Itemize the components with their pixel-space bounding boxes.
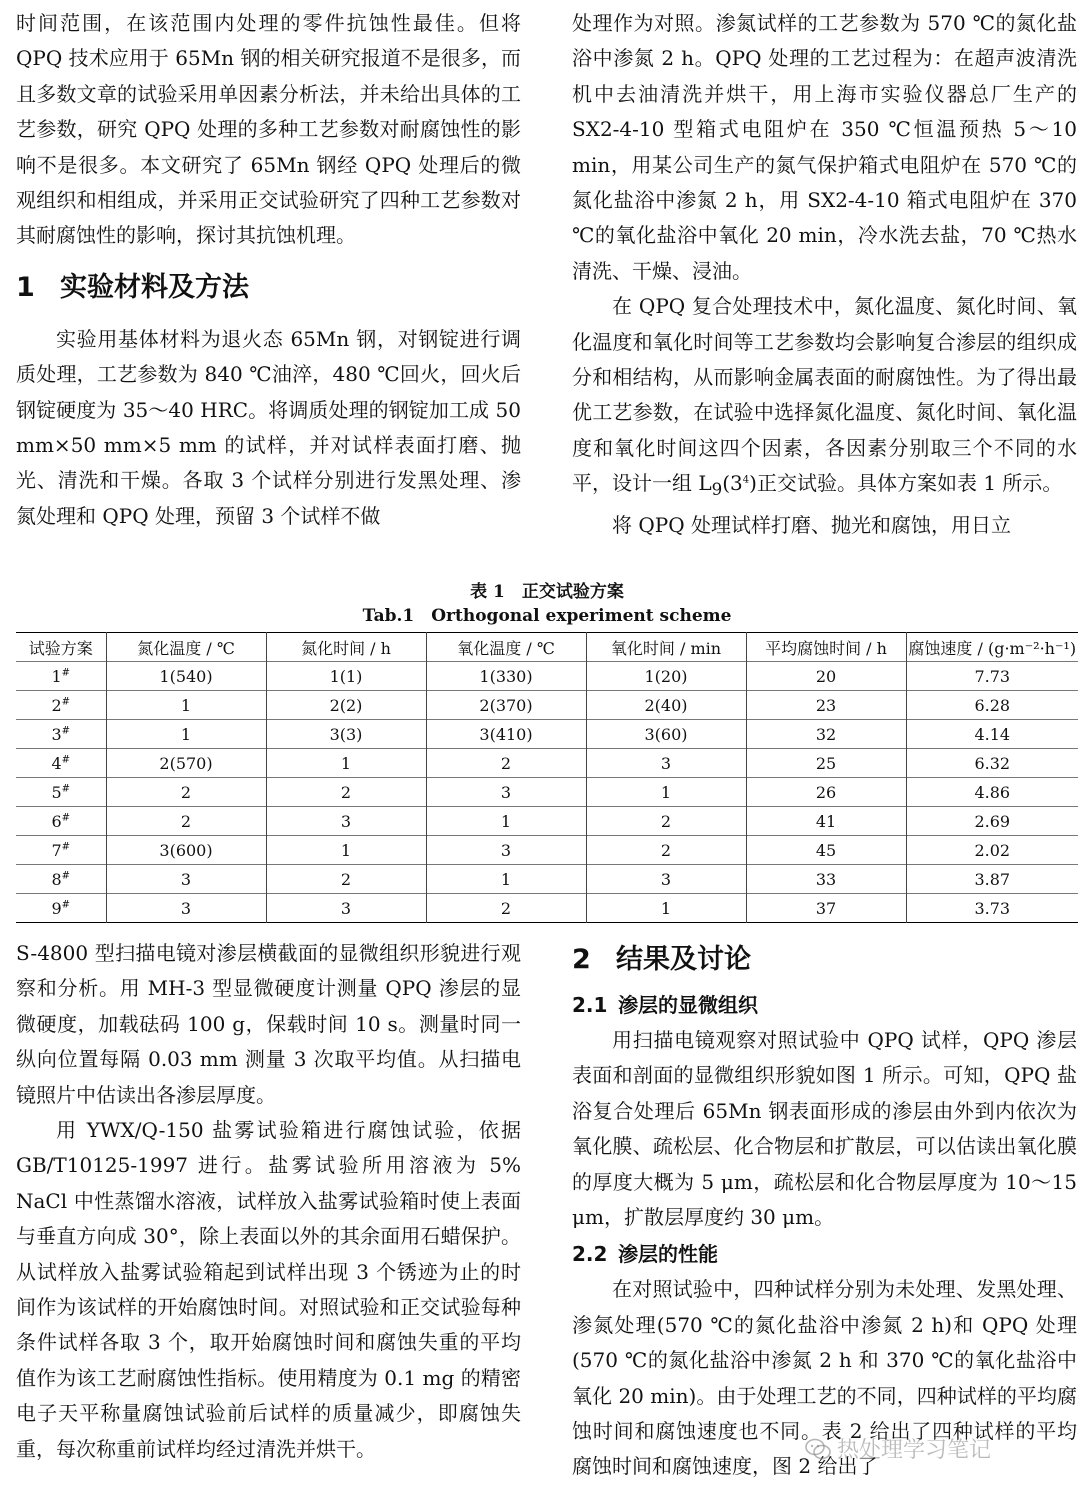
table-row: [16, 836, 1078, 865]
body-paragraph: 用扫描电镜观察对照试验中 QPQ 试样，QPQ 渗层表面和剖面的显微组织形貌如图 1 所示。可知，QPQ 盐浴复合处理后 65Mn 钢表面形成的渗层由外到内依次为氧化膜、疏松层、化合物层和扩散层，可以估读出氧化膜的厚度大概为 5 μm，疏松层和化合物层厚度为 10～15 μm，扩散层厚度约 30 μm。: [572, 1028, 1077, 1230]
table-cell: 3.87: [906, 865, 1078, 894]
table-cell: 2(2): [266, 691, 426, 720]
section-title: 结果及讨论: [616, 944, 751, 975]
table-cell: 1: [426, 807, 586, 836]
scheme-number: 8: [51, 869, 62, 889]
table-cell: 2: [106, 778, 266, 807]
scheme-mark: #: [61, 696, 71, 708]
table-cell: 45: [746, 836, 906, 865]
table-cell: 3: [586, 749, 746, 778]
table-cell: 4.14: [906, 720, 1078, 749]
table-cell: 1(20): [586, 662, 746, 691]
table-cell: 2: [266, 778, 426, 807]
table-cell: 1: [266, 836, 426, 865]
table-caption-cn: 表 1 正交试验方案: [470, 582, 624, 602]
table-row: [16, 807, 1078, 836]
table-cell: 2(40): [586, 691, 746, 720]
subsection-title: 渗层的性能: [618, 1242, 718, 1267]
table-cell: 33: [746, 865, 906, 894]
table-cell: [16, 865, 106, 894]
table-cell: [16, 894, 106, 923]
section-heading: [572, 940, 1077, 980]
paragraph-text: )正交试验。具体方案如表 1 所示。: [749, 471, 1063, 496]
right-column-bottom: [572, 936, 1077, 1485]
scheme-number: 7: [51, 840, 62, 860]
table-cell: 2: [266, 865, 426, 894]
table-cell: 1: [586, 894, 746, 923]
table-cell: 1: [106, 691, 266, 720]
table-row: [16, 720, 1078, 749]
scheme-number: 3: [51, 724, 62, 744]
table-header-cell: 氧化温度 / ℃: [426, 633, 586, 662]
table-cell: [16, 778, 106, 807]
scheme-number: 1: [51, 666, 62, 686]
body-paragraph: 时间范围，在该范围内处理的零件抗蚀性最佳。但将 QPQ 技术应用于 65Mn 钢的相关研究报道不是很多，而且多数文章的试验采用单因素分析法，并未给出具体的工艺参数，研究 QPQ 处理的多种工艺参数对耐腐蚀性的影响不是很多。本文研究了 65Mn 钢经 QPQ 处理后的微观组织和相组成，并采用正交试验研究了四种工艺参数对其耐腐蚀性的影响，探讨其抗蚀机理。: [16, 11, 521, 248]
body-paragraph: 实验用基体材料为退火态 65Mn 钢，对钢锭进行调质处理，工艺参数为 840 ℃油淬，480 ℃回火，回火后钢锭硬度为 35～40 HRC。将调质处理的钢锭加工成 50 mm×50 mm×5 mm 的试样，并对试样表面打磨、抛光、清洗和干燥。各取 3 个试样分别进行发黑处理、渗氮处理和 QPQ 处理，预留 3 个试样不做: [16, 326, 521, 528]
scheme-mark: #: [61, 841, 71, 853]
body-paragraph: 在对照试验中，四种试样分别为未处理、发黑处理、渗氮处理(570 ℃的氮化盐浴中渗氮 2 h)和 QPQ 处理 (570 ℃的氮化盐浴中渗氮 2 h 和 370 ℃的氧化盐浴中氧化 20 min)。由于处理工艺的不同，四种试样的平均腐蚀时间和腐蚀速度也不同。表 2 给出了四种试样的平均腐蚀时间和腐蚀速度，图 2 给出了: [572, 1277, 1077, 1479]
table-cell: 3: [586, 865, 746, 894]
table-row: [16, 894, 1078, 923]
section-number: 2: [572, 944, 591, 975]
table-cell: 3(60): [586, 720, 746, 749]
table-header-cell: 腐蚀速度 / (g·m⁻²·h⁻¹): [906, 633, 1078, 662]
table-row: [16, 691, 1078, 720]
table-cell: 20: [746, 662, 906, 691]
table-cell: 3: [106, 894, 266, 923]
table-cell: 3: [266, 807, 426, 836]
table-header-cell: 试验方案: [28, 638, 93, 658]
table-cell: 2.02: [906, 836, 1078, 865]
table-cell: [16, 691, 106, 720]
table-cell: 2(370): [426, 691, 586, 720]
scheme-number: 6: [51, 811, 62, 831]
watermark-text: 热处理学习笔记: [837, 1438, 992, 1463]
scheme-number: 2: [51, 695, 62, 715]
section-title: 实验材料及方法: [60, 271, 249, 303]
table-cell: 3(410): [426, 720, 586, 749]
subsection-number: 2.1: [572, 993, 608, 1017]
table-cell: 3: [266, 894, 426, 923]
scheme-number: 9: [51, 898, 62, 918]
scheme-number: 5: [51, 782, 62, 802]
scheme-mark: #: [61, 725, 71, 737]
table-cell: [16, 836, 106, 865]
table-header-cell: 氮化时间 / h: [266, 633, 426, 662]
table-block: [16, 580, 1078, 923]
body-paragraph: [572, 289, 1077, 507]
table-cell: [16, 720, 106, 749]
subsection-title: 渗层的显微组织: [618, 993, 758, 1017]
table-cell: 1(1): [266, 662, 426, 691]
table-cell: 3: [426, 778, 586, 807]
watermark: [805, 1433, 991, 1464]
table-cell: 3(3): [266, 720, 426, 749]
scheme-mark: #: [61, 783, 71, 795]
table-body: [16, 662, 1078, 923]
table-cell: [16, 749, 106, 778]
table-caption-en: Tab.1 Orthogonal experiment scheme: [362, 606, 732, 626]
wechat-icon: [805, 1438, 831, 1460]
body-paragraph: 用 YWX/Q-150 盐雾试验箱进行腐蚀试验，依据 GB/T10125-1997 进行。盐雾试验所用溶液为 5% NaCl 中性蒸馏水溶液，试样放入盐雾试验箱时使上表面与垂直方向成 30°，除上表面以外的其余面用石蜡保护。从试样放入盐雾试验箱起到试样出现 3 个锈迹为止的时间作为该试样的开始腐蚀时间。对照试验和正交试验每种条件试样各取 3 个，取开始腐蚀时间和腐蚀失重的平均值作为该工艺耐腐蚀性指标。使用精度为 0.1 mg 的精密电子天平称量腐蚀试验前后试样的质量减少，即腐蚀失重，每次称重前试样均经过清洗并烘干。: [16, 1118, 521, 1461]
scheme-mark: #: [61, 667, 71, 679]
table-cell: 25: [746, 749, 906, 778]
scheme-mark: #: [61, 812, 71, 824]
subsection-number: 2.2: [572, 1242, 608, 1267]
table-cell: [16, 662, 106, 691]
table-header-row: [16, 633, 1078, 662]
table-header-cell: 平均腐蚀时间 / h: [746, 633, 906, 662]
table-cell: 1: [106, 720, 266, 749]
table-cell: 6.28: [906, 691, 1078, 720]
table-cell: 1: [586, 778, 746, 807]
paragraph-text: 在 QPQ 复合处理技术中，氮化温度、氮化时间、氧化温度和氧化时间等工艺参数均会影响复合渗层的组织成分和相结构，从而影响金属表面的耐腐蚀性。为了得出最优工艺参数，在试验中选择氮化温度、氮化时间、氧化温度和氧化时间这四个因素，各因素分别取三个不同的水平，设计一组 L: [572, 294, 1077, 496]
scheme-mark: #: [61, 899, 71, 911]
body-paragraph: 处理作为对照。渗氮试样的工艺参数为 570 ℃的氮化盐浴中渗氮 2 h。QPQ 处理的工艺过程为：在超声波清洗机中去油清洗并烘干，用上海市实验仪器总厂生产的 SX2-4-10 型箱式电阻炉在 350 ℃恒温预热 5～10 min，用某公司生产的氮气保护箱式电阻炉在 570 ℃的氮化盐浴中渗氮 2 h，用 SX2-4-10 箱式电阻炉在 370 ℃的氧化盐浴中氧化 20 min，冷水洗去盐，70 ℃热水清洗、干燥、浸油。: [572, 11, 1077, 283]
table-cell: 2: [106, 807, 266, 836]
superscript: 4: [742, 474, 750, 486]
table-row: [16, 662, 1078, 691]
table-cell: 32: [746, 720, 906, 749]
body-paragraph: S-4800 型扫描电镜对渗层横截面的显微组织形貌进行观察和分析。用 MH-3 型显微硬度计测量 QPQ 渗层的显微硬度，加载砝码 100 g，保载时间 10 s。测量时同一纵向位置每隔 0.03 mm 测量 3 次取平均值。从扫描电镜照片中估读出各渗层厚度。: [16, 941, 521, 1107]
table-row: [16, 749, 1078, 778]
table-cell: 3.73: [906, 894, 1078, 923]
section-number: 1: [16, 271, 35, 303]
table-cell: 2: [586, 807, 746, 836]
table-cell: 2: [586, 836, 746, 865]
table-cell: 23: [746, 691, 906, 720]
table-cell: 1: [426, 865, 586, 894]
right-column-top: [572, 6, 1077, 543]
scheme-mark: #: [61, 870, 71, 882]
table-cell: 6.32: [906, 749, 1078, 778]
paragraph-text: (3: [722, 471, 743, 496]
table-cell: 3(600): [106, 836, 266, 865]
table-cell: 7.73: [906, 662, 1078, 691]
subsection-heading: [572, 988, 1077, 1023]
section-heading: [16, 268, 521, 308]
body-paragraph: 将 QPQ 处理试样打磨、抛光和腐蚀，用日立: [612, 512, 1011, 537]
scheme-mark: #: [61, 754, 71, 766]
table-cell: 2: [426, 894, 586, 923]
table-cell: 1: [266, 749, 426, 778]
table-header-cell: 氮化温度 / ℃: [106, 633, 266, 662]
table-cell: 2: [426, 749, 586, 778]
table-header-cell: 氧化时间 / min: [586, 633, 746, 662]
subsection-heading: [572, 1237, 1077, 1272]
table-cell: 3: [106, 865, 266, 894]
table-row: [16, 865, 1078, 894]
table-cell: 1(540): [106, 662, 266, 691]
table-cell: 37: [746, 894, 906, 923]
table-row: [16, 778, 1078, 807]
table-cell: 26: [746, 778, 906, 807]
subscript: 9: [711, 480, 723, 500]
scheme-number: 4: [51, 753, 62, 773]
left-column-top: [16, 6, 521, 534]
table-cell: 1(330): [426, 662, 586, 691]
table-cell: [16, 807, 106, 836]
left-column-bottom: [16, 936, 521, 1467]
table-cell: 3: [426, 836, 586, 865]
table-cell: 2.69: [906, 807, 1078, 836]
table-cell: 4.86: [906, 778, 1078, 807]
table-cell: 2(570): [106, 749, 266, 778]
table-cell: 41: [746, 807, 906, 836]
orthogonal-table: [16, 632, 1078, 923]
